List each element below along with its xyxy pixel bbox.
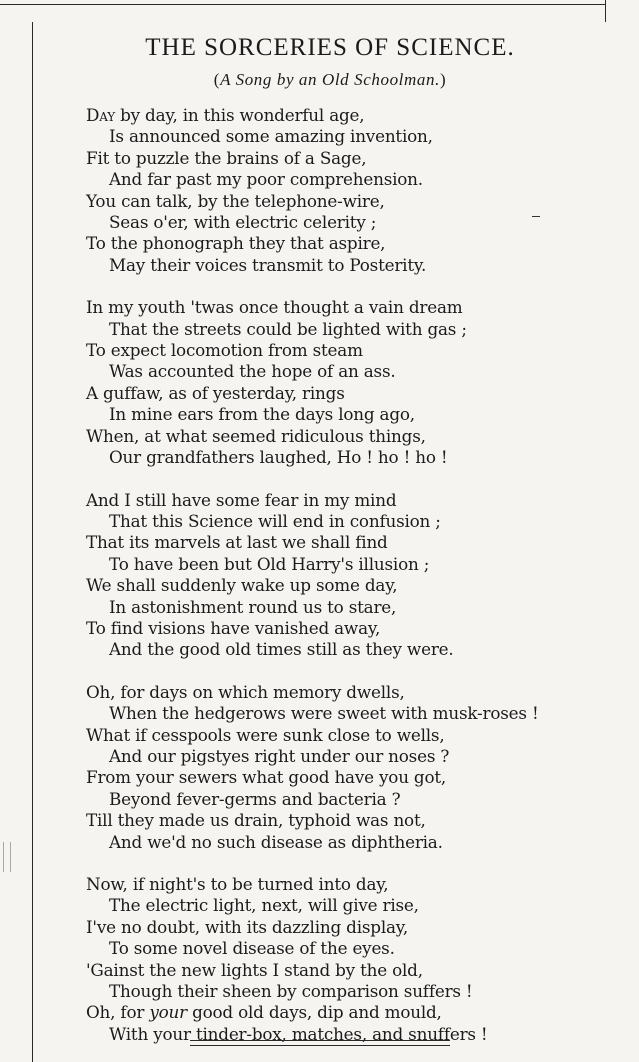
poem-line: And the good old times still as they were. <box>109 639 454 660</box>
stanza <box>86 682 620 853</box>
poem-line: Till they made us drain, typhoid was not, <box>86 810 426 831</box>
poem-line: Seas o'er, with electric celerity ; <box>109 212 377 233</box>
poem-line: To find visions have vanished away, <box>86 617 381 638</box>
poem-line: In mine ears from the days long ago, <box>109 404 415 425</box>
poem-line: A guffaw, as of yesterday, rings <box>86 382 345 403</box>
column-divider <box>32 22 33 1062</box>
poem-line: Fit to puzzle the brains of a Sage, <box>86 147 367 168</box>
stanza <box>86 297 620 468</box>
poem-line: Is announced some amazing invention, <box>109 126 433 147</box>
poem-line: What if cesspools were sunk close to wells, <box>86 724 445 745</box>
poem-line: And our pigstyes right under our noses ? <box>109 745 450 766</box>
poem-line: Oh, for days on which memory dwells, <box>86 681 405 702</box>
poem-line: 'Gainst the new lights I stand by the old, <box>86 959 423 980</box>
poem-line: Was accounted the hope of an ass. <box>109 361 396 382</box>
poem-line: That its marvels at last we shall find <box>86 532 388 553</box>
poem-line: Beyond fever-germs and bacteria ? <box>109 788 401 809</box>
bottom-double-rule <box>190 1040 450 1046</box>
poem-line: And we'd no such disease as diphtheria. <box>109 831 443 852</box>
poem-body <box>86 105 620 1045</box>
poem-line: And far past my poor comprehension. <box>109 169 423 190</box>
poem-line: To some novel disease of the eyes. <box>109 938 395 959</box>
poem-line: To expect locomotion from steam <box>86 340 363 361</box>
poem-line: The electric light, next, will give rise, <box>109 895 419 916</box>
poem-line: That the streets could be lighted with gas ; <box>109 318 467 339</box>
poem-line: And I still have some fear in my mind <box>86 489 397 510</box>
poem-line: We shall suddenly wake up some day, <box>86 575 398 596</box>
poem-line: When the hedgerows were sweet with musk-roses ! <box>109 703 539 724</box>
poem-line: You can talk, by the telephone-wire, <box>86 190 385 211</box>
stanza <box>86 105 620 276</box>
stanza <box>86 490 620 661</box>
poem-line: In my youth 'twas once thought a vain dream <box>86 297 463 318</box>
poem-line: From your sewers what good have you got, <box>86 767 447 788</box>
poem-line: When, at what seemed ridiculous things, <box>86 425 426 446</box>
column-divider-top <box>605 0 606 22</box>
poem-line: That this Science will end in confusion ; <box>109 510 441 531</box>
poem-line: To the phonograph they that aspire, <box>86 233 386 254</box>
poem-line: To have been but Old Harry's illusion ; <box>109 553 430 574</box>
top-rule <box>0 4 605 5</box>
poem-line: Now, if night's to be turned into day, <box>86 874 389 894</box>
poem-line: With your tinder-box, matches, and snuffers ! <box>109 1023 488 1044</box>
poem-title: THE SORCERIES OF SCIENCE. <box>145 34 515 61</box>
margin-mark <box>3 842 11 872</box>
poem-line: Though their sheen by comparison suffers ! <box>109 981 473 1002</box>
poem-line: In astonishment round us to stare, <box>109 596 397 617</box>
poem-line: May their voices transmit to Posterity. <box>109 254 427 275</box>
poem-line: I've no doubt, with its dazzling display, <box>86 916 408 937</box>
stanza <box>86 874 620 1045</box>
poem-subtitle: (A Song by an Old Schoolman.) <box>213 70 447 89</box>
poem-line: Our grandfathers laughed, Ho ! ho ! ho ! <box>109 447 448 468</box>
poem-line: Day by day, in this wonderful age, <box>86 105 365 125</box>
poem-line: Oh, for your good old days, dip and mould, <box>86 1002 442 1023</box>
